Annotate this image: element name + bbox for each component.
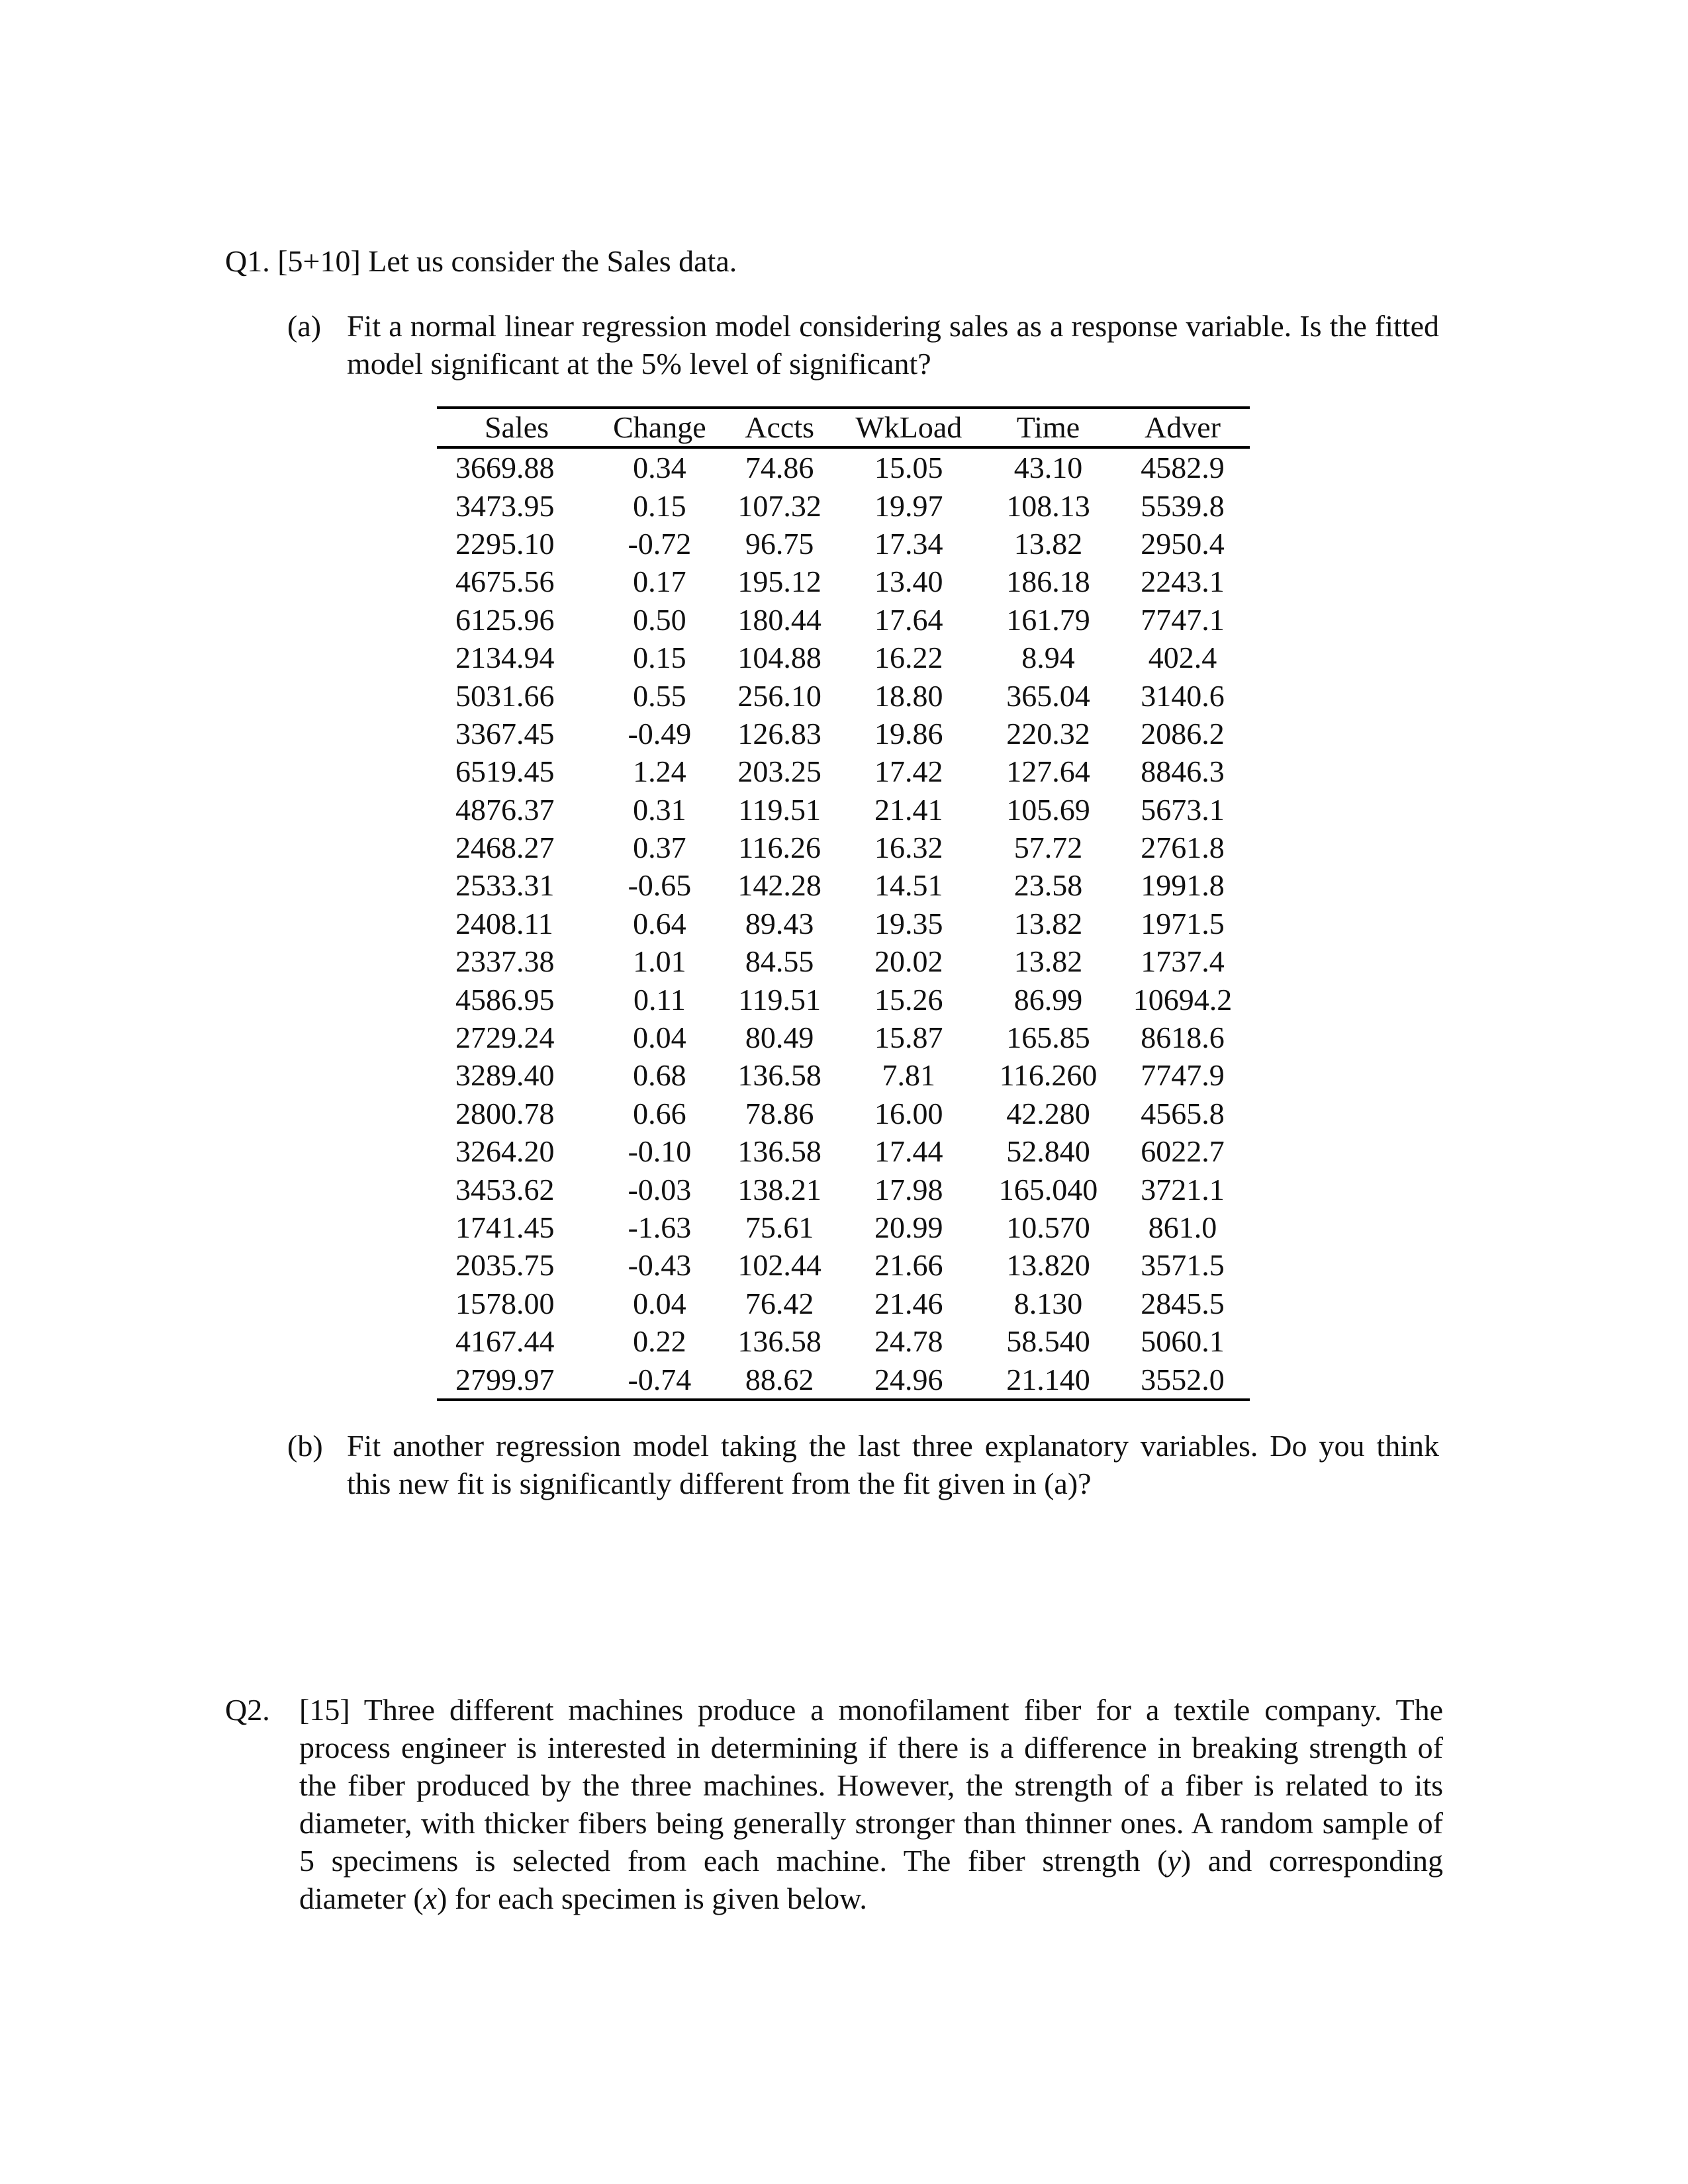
column-header-time: Time: [981, 408, 1115, 447]
table-row: [437, 1285, 1250, 1322]
table-row: [437, 1095, 1250, 1132]
question-2-label: Q2.: [225, 1693, 270, 1727]
table-cell-time: 52.840: [1006, 1134, 1090, 1169]
table-cell-time: 10.570: [1006, 1210, 1090, 1244]
table-cell-accts: 203.25: [737, 754, 821, 789]
question-2-text-part: [15] Three different machines produce a monofilament fiber for a textile company. The process engineer is interested in determining if there is a difference in breaking strength of the fiber produced by the three machines. However, the strength of a fiber is related to its diameter, with thicker fibers being generally stronger than thinner ones. A random sample of 5 specimens is selected from each machine. The fiber strength (: [299, 1693, 1443, 1878]
table-cell-change: 0.31: [633, 792, 686, 827]
table-body: [437, 447, 1250, 1400]
table-cell-wkload: 20.99: [874, 1210, 943, 1244]
table-row: [437, 1208, 1250, 1246]
table-cell-sales: 3289.40: [455, 1058, 555, 1093]
table-cell-accts: 119.51: [738, 982, 821, 1017]
table-cell-change: -0.65: [628, 868, 692, 903]
table-cell-time: 165.040: [998, 1172, 1098, 1206]
table-cell-change: 0.66: [633, 1096, 686, 1130]
table-cell-wkload: 13.40: [874, 565, 943, 599]
table-cell-change: 0.37: [633, 831, 686, 865]
table-cell-wkload: 14.51: [874, 868, 943, 903]
table-row: [437, 1170, 1250, 1208]
table-cell-change: 0.17: [633, 565, 686, 599]
column-header-accts: Accts: [723, 408, 837, 447]
table-cell-accts: 119.51: [738, 792, 821, 827]
table-cell-sales: 6125.96: [455, 602, 555, 637]
table-cell-wkload: 21.46: [874, 1286, 943, 1320]
table-cell-sales: 3669.88: [455, 451, 555, 485]
sales-data-table: [437, 406, 1250, 1401]
table-cell-wkload: 16.32: [874, 831, 943, 865]
table-cell-accts: 195.12: [737, 565, 821, 599]
table-cell-adver: 10694.2: [1133, 982, 1233, 1017]
table-cell-time: 116.260: [999, 1058, 1098, 1093]
table-cell-change: -0.03: [628, 1172, 692, 1206]
table-row: [437, 563, 1250, 600]
column-header-adver: Adver: [1115, 408, 1250, 447]
table-cell-sales: 3367.45: [455, 716, 555, 751]
table-cell-sales: 2035.75: [455, 1248, 555, 1283]
table-cell-change: 0.04: [633, 1286, 686, 1320]
table-cell-sales: 1578.00: [455, 1286, 555, 1320]
table-cell-sales: 4586.95: [455, 982, 555, 1017]
table-cell-adver: 2950.4: [1141, 526, 1225, 561]
table-row: [437, 639, 1250, 676]
variable-x: x: [423, 1882, 438, 1915]
table-cell-time: 165.85: [1006, 1021, 1090, 1055]
table-cell-sales: 2408.11: [455, 906, 553, 940]
table-cell-adver: 402.4: [1148, 641, 1217, 675]
table-cell-change: -0.43: [628, 1248, 692, 1283]
table-cell-time: 186.18: [1006, 565, 1090, 599]
table-cell-wkload: 17.34: [874, 526, 943, 561]
table-cell-wkload: 15.26: [874, 982, 943, 1017]
question-1-part-b: [287, 1427, 1439, 1502]
table-cell-adver: 8846.3: [1141, 754, 1225, 789]
table-cell-sales: 2533.31: [455, 868, 555, 903]
table-cell-wkload: 15.05: [874, 451, 943, 485]
table-row: [437, 676, 1250, 714]
table-row: [437, 1019, 1250, 1056]
part-b-text: Fit another regression model taking the last three explanatory variables. Do you think this new fit is significantly different from the fit given in (a)?: [347, 1429, 1439, 1500]
table-cell-adver: 2761.8: [1141, 831, 1225, 865]
table-cell-wkload: 17.98: [874, 1172, 943, 1206]
table-cell-adver: 3552.0: [1141, 1362, 1225, 1396]
table-cell-sales: 2337.38: [455, 944, 555, 979]
table-row: [437, 1056, 1250, 1094]
table-cell-time: 13.820: [1006, 1248, 1090, 1283]
table-cell-adver: 2243.1: [1141, 565, 1225, 599]
table-cell-change: 0.15: [633, 488, 686, 523]
table-cell-accts: 102.44: [737, 1248, 821, 1283]
table-cell-accts: 84.55: [745, 944, 814, 979]
table-cell-change: -0.74: [628, 1362, 692, 1396]
table-cell-change: 0.22: [633, 1324, 686, 1359]
table-cell-accts: 76.42: [745, 1286, 814, 1320]
part-a-label: (a): [287, 309, 322, 343]
table-cell-accts: 104.88: [737, 641, 821, 675]
table-row: [437, 486, 1250, 524]
question-1-part-a: [287, 307, 1439, 383]
table-cell-wkload: 17.42: [874, 754, 943, 789]
table-row: [437, 715, 1250, 752]
table-cell-sales: 2800.78: [455, 1096, 555, 1130]
table-cell-accts: 136.58: [737, 1324, 821, 1359]
table-cell-wkload: 21.41: [874, 792, 943, 827]
table-cell-change: -0.10: [628, 1134, 692, 1169]
table-cell-change: 0.50: [633, 602, 686, 637]
table-cell-sales: 2799.97: [455, 1362, 555, 1396]
table-cell-sales: 2134.94: [455, 641, 555, 675]
table-cell-adver: 2845.5: [1141, 1286, 1225, 1320]
table-cell-adver: 861.0: [1148, 1210, 1217, 1244]
table-cell-accts: 89.43: [745, 906, 814, 940]
table-cell-time: 127.64: [1006, 754, 1090, 789]
table-cell-adver: 5673.1: [1141, 792, 1225, 827]
table-cell-adver: 6022.7: [1141, 1134, 1225, 1169]
table-cell-change: -1.63: [628, 1210, 692, 1244]
table-row: [437, 942, 1250, 980]
table-cell-time: 21.140: [1006, 1362, 1090, 1396]
table-cell-change: 1.01: [633, 944, 686, 979]
table-cell-adver: 1971.5: [1141, 906, 1225, 940]
table-cell-adver: 5060.1: [1141, 1324, 1225, 1359]
table-cell-sales: 2729.24: [455, 1021, 555, 1055]
table-cell-adver: 8618.6: [1141, 1021, 1225, 1055]
table-cell-change: 0.04: [633, 1021, 686, 1055]
table-cell-accts: 74.86: [745, 451, 814, 485]
table-cell-sales: 6519.45: [455, 754, 555, 789]
table-cell-time: 58.540: [1006, 1324, 1090, 1359]
table-row: [437, 1246, 1250, 1284]
table-cell-wkload: 20.02: [874, 944, 943, 979]
part-a-text: Fit a normal linear regression model considering sales as a response variable. Is the fitted model significant at the 5% level of significant?: [347, 309, 1439, 381]
table-cell-accts: 80.49: [745, 1021, 814, 1055]
table-cell-adver: 5539.8: [1141, 488, 1225, 523]
table-cell-time: 220.32: [1006, 716, 1090, 751]
table-cell-wkload: 21.66: [874, 1248, 943, 1283]
column-header-change: Change: [596, 408, 723, 447]
table-cell-adver: 4582.9: [1141, 451, 1225, 485]
table-cell-time: 105.69: [1006, 792, 1090, 827]
table-cell-time: 365.04: [1006, 678, 1090, 713]
table-cell-sales: 2468.27: [455, 831, 555, 865]
question-1-title: Q1. [5+10] Let us consider the Sales data.: [225, 244, 737, 278]
table-cell-wkload: 19.97: [874, 488, 943, 523]
table-header-row: [437, 408, 1250, 447]
table-cell-change: 0.15: [633, 641, 686, 675]
table-cell-wkload: 16.22: [874, 641, 943, 675]
table-cell-wkload: 18.80: [874, 678, 943, 713]
table-row: [437, 905, 1250, 942]
part-b-label: (b): [287, 1429, 323, 1463]
question-2: [225, 1691, 1443, 1917]
table-cell-time: 8.94: [1021, 641, 1075, 675]
table-cell-sales: 1741.45: [455, 1210, 555, 1244]
table-cell-accts: 116.26: [738, 831, 821, 865]
table-cell-accts: 75.61: [745, 1210, 814, 1244]
table-cell-accts: 96.75: [745, 526, 814, 561]
table-cell-wkload: 19.86: [874, 716, 943, 751]
table-cell-time: 57.72: [1013, 831, 1083, 865]
table-cell-sales: 3453.62: [455, 1172, 555, 1206]
table-cell-time: 23.58: [1013, 868, 1083, 903]
table-cell-accts: 138.21: [737, 1172, 821, 1206]
question-2-text-part: ) for each specimen is given below.: [437, 1882, 867, 1915]
table-cell-adver: 2086.2: [1141, 716, 1225, 751]
table-cell-change: -0.49: [628, 716, 692, 751]
table-cell-adver: 3140.6: [1141, 678, 1225, 713]
column-header-sales: Sales: [437, 408, 596, 447]
table-cell-wkload: 17.44: [874, 1134, 943, 1169]
table-cell-wkload: 19.35: [874, 906, 943, 940]
table-cell-sales: 4675.56: [455, 565, 555, 599]
table-cell-accts: 136.58: [737, 1058, 821, 1093]
table-cell-adver: 7747.9: [1141, 1058, 1225, 1093]
table-row: [437, 1322, 1250, 1360]
table-cell-accts: 256.10: [737, 678, 821, 713]
table-cell-change: 1.24: [633, 754, 686, 789]
table-cell-sales: 4167.44: [455, 1324, 555, 1359]
table-cell-wkload: 17.64: [874, 602, 943, 637]
table-cell-sales: 3473.95: [455, 488, 555, 523]
table-cell-time: 8.130: [1013, 1286, 1083, 1320]
table-cell-change: 0.55: [633, 678, 686, 713]
table-cell-wkload: 16.00: [874, 1096, 943, 1130]
table-cell-sales: 5031.66: [455, 678, 555, 713]
table-cell-accts: 107.32: [737, 488, 821, 523]
table-cell-accts: 136.58: [737, 1134, 821, 1169]
table-cell-sales: 4876.37: [455, 792, 555, 827]
table-cell-sales: 2295.10: [455, 526, 555, 561]
table-row: [437, 866, 1250, 904]
column-header-wkload: WkLoad: [837, 408, 982, 447]
table-cell-change: 0.68: [633, 1058, 686, 1093]
table-row: [437, 601, 1250, 639]
table-cell-time: 13.82: [1013, 526, 1083, 561]
table-cell-sales: 3264.20: [455, 1134, 555, 1169]
table-cell-adver: 3721.1: [1141, 1172, 1225, 1206]
table-cell-change: -0.72: [628, 526, 692, 561]
table-cell-adver: 7747.1: [1141, 602, 1225, 637]
table-cell-adver: 4565.8: [1141, 1096, 1225, 1130]
table-cell-accts: 142.28: [737, 868, 821, 903]
table-cell-accts: 88.62: [745, 1362, 814, 1396]
table-row: [437, 829, 1250, 866]
question-2-text: [299, 1691, 1443, 1917]
question-2-text-part: ) and corresponding diameter (: [299, 1844, 1443, 1915]
variable-y: y: [1167, 1844, 1181, 1878]
table-cell-time: 108.13: [1006, 488, 1090, 523]
table-cell-change: 0.11: [633, 982, 686, 1017]
table-cell-accts: 180.44: [737, 602, 821, 637]
table-cell-time: 42.280: [1006, 1096, 1090, 1130]
table-cell-wkload: 15.87: [874, 1021, 943, 1055]
table-row: [437, 980, 1250, 1018]
table-cell-wkload: 24.78: [874, 1324, 943, 1359]
table-cell-adver: 1737.4: [1141, 944, 1225, 979]
table-row: [437, 525, 1250, 563]
table-cell-wkload: 7.81: [882, 1058, 936, 1093]
table-cell-accts: 78.86: [745, 1096, 814, 1130]
table-cell-change: 0.34: [633, 451, 686, 485]
table-row: [437, 752, 1250, 790]
table-cell-time: 43.10: [1013, 451, 1083, 485]
table-cell-time: 13.82: [1013, 906, 1083, 940]
table-cell-time: 161.79: [1006, 602, 1090, 637]
table-cell-accts: 126.83: [737, 716, 821, 751]
table-row: [437, 791, 1250, 829]
table-row: [437, 1360, 1250, 1399]
table-cell-time: 13.82: [1013, 944, 1083, 979]
table-cell-adver: 1991.8: [1141, 868, 1225, 903]
table-cell-time: 86.99: [1013, 982, 1083, 1017]
table-row: [437, 447, 1250, 486]
table-cell-wkload: 24.96: [874, 1362, 943, 1396]
table-cell-adver: 3571.5: [1141, 1248, 1225, 1283]
table-cell-change: 0.64: [633, 906, 686, 940]
table-row: [437, 1132, 1250, 1170]
